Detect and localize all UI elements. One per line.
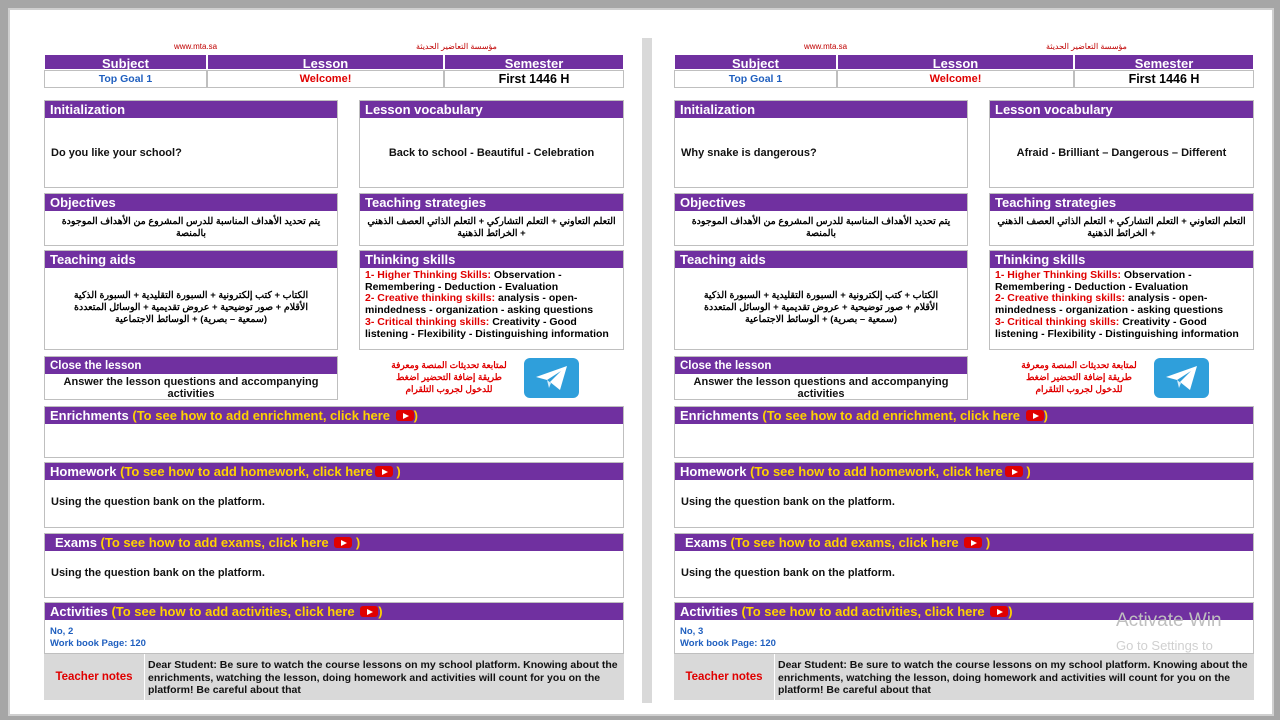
exams-title xyxy=(675,534,1253,551)
activities-title xyxy=(45,603,623,620)
lesson-page-1 xyxy=(44,28,624,700)
exams-label: Exams xyxy=(685,535,727,550)
objectives-text: يتم تحديد الأهداف المناسبة للدرس المشروع من الأهداف الموجودة بالمنصة xyxy=(61,216,321,239)
thinking-2-text: analysis - open-mindedness - organization - asking questions xyxy=(365,292,594,317)
thinking-title: Thinking skills xyxy=(360,251,623,268)
enrichments-paren: ) xyxy=(1043,408,1048,423)
semester-header: Semester xyxy=(1074,54,1254,70)
homework-label: Homework xyxy=(680,464,747,479)
enrichments-link[interactable]: (To see how to add enrichment, click here xyxy=(132,408,391,423)
document-frame xyxy=(8,8,1274,716)
thinking-1-text: Observation - Remembering - Deduction - Evaluation xyxy=(365,269,562,293)
teacher-notes-text: Dear Student: Be sure to watch the course lessons on my school platform. Knowing about the enrichments, watching the lesson, doing homework and activities will count for you on the platform! Be careful about that xyxy=(148,659,618,696)
activities-paren: ) xyxy=(378,604,383,619)
strategies-title: Teaching strategies xyxy=(360,194,623,211)
vocabulary-box xyxy=(989,100,1254,188)
aids-text: الكتاب + كتب إلكترونية + السبورة التقليدية + السبورة الذكية الأقلام + صور توضيحية + عروض تقديمية + الوسائل المتعددة (سمعية – بصرية) + الوسائط الاجتماعية xyxy=(703,290,939,325)
vocabulary-text: Back to school - Beautiful - Celebration xyxy=(388,147,595,159)
aids-title: Teaching aids xyxy=(45,251,337,268)
homework-paren: ) xyxy=(396,464,401,479)
strategies-box xyxy=(359,193,624,246)
enrichments-box xyxy=(674,406,1254,458)
objectives-title: Objectives xyxy=(675,194,967,211)
teacher-notes-label: Teacher notes xyxy=(44,654,145,700)
enrichments-title xyxy=(45,407,623,424)
teacher-notes xyxy=(674,654,1254,700)
thinking-box xyxy=(989,250,1254,350)
exams-link[interactable]: (To see how to add exams, click here xyxy=(100,535,329,550)
telegram-icon xyxy=(534,364,570,392)
exams-box xyxy=(674,533,1254,598)
homework-paren: ) xyxy=(1026,464,1031,479)
exams-text: Using the question bank on the platform. xyxy=(51,567,265,579)
lesson-header: Lesson xyxy=(837,54,1074,70)
exams-label: Exams xyxy=(55,535,97,550)
youtube-icon[interactable] xyxy=(360,606,378,617)
thinking-box xyxy=(359,250,624,350)
telegram-button[interactable] xyxy=(524,358,579,398)
exams-text: Using the question bank on the platform. xyxy=(681,567,895,579)
thinking-1-label: 1- Higher Thinking Skills: xyxy=(365,269,492,281)
teacher-notes xyxy=(44,654,624,700)
initialization-text: Why snake is dangerous? xyxy=(681,147,817,159)
enrichments-box xyxy=(44,406,624,458)
close-lesson-title: Close the lesson xyxy=(675,357,967,374)
close-lesson-box xyxy=(674,356,968,400)
initialization-box xyxy=(44,100,338,188)
subject-header: Subject xyxy=(674,54,837,70)
lesson-header: Lesson xyxy=(207,54,444,70)
thinking-3-text: Creativity - Good listening - Flexibility - Distinguishing information xyxy=(995,315,1239,340)
homework-title xyxy=(45,463,623,480)
exams-paren: ) xyxy=(355,535,361,550)
telegram-caption: لمتابعة تحديثات المنصة ومعرفة طريقة إضافة التحضير اضغط للدخول لجروب التلقرام xyxy=(1021,360,1137,394)
thinking-skills-list xyxy=(365,270,619,340)
strategies-text: التعلم التعاوني + التعلم التشاركي + التعلم الذاتي العصف الذهني + الخرائط الذهنية xyxy=(367,216,616,239)
org-name: مؤسسة التعاضير الحديثة xyxy=(1046,42,1127,51)
exams-link[interactable]: (To see how to add exams, click here xyxy=(730,535,959,550)
aids-title: Teaching aids xyxy=(675,251,967,268)
aids-text: الكتاب + كتب إلكترونية + السبورة التقليدية + السبورة الذكية الأقلام + صور توضيحية + عروض تقديمية + الوسائل المتعددة (سمعية – بصرية) + الوسائط الاجتماعية xyxy=(73,290,309,325)
site-url: www.mta.sa xyxy=(804,42,848,51)
thinking-2-label: 2- Creative thinking skills: xyxy=(995,292,1126,305)
activation-watermark-sub: Go to Settings to xyxy=(1116,638,1213,653)
close-lesson-text: Answer the lesson questions and accompanying activities xyxy=(63,376,319,400)
subject-value: Top Goal 1 xyxy=(44,70,207,88)
thinking-3-label: 3- Critical thinking skills: xyxy=(365,315,490,328)
thinking-2-text: analysis - open-mindedness - organization - asking questions xyxy=(995,292,1224,317)
exams-title xyxy=(45,534,623,551)
homework-text: Using the question bank on the platform. xyxy=(51,496,265,508)
thinking-title: Thinking skills xyxy=(990,251,1253,268)
youtube-icon[interactable] xyxy=(396,410,414,421)
activity-number: No, 3 xyxy=(680,626,704,637)
activities-label: Activities xyxy=(680,604,738,619)
semester-value: First 1446 H xyxy=(444,70,624,88)
enrichments-link[interactable]: (To see how to add enrichment, click here xyxy=(762,408,1021,423)
homework-text: Using the question bank on the platform. xyxy=(681,496,895,508)
objectives-text: يتم تحديد الأهداف المناسبة للدرس المشروع من الأهداف الموجودة بالمنصة xyxy=(691,216,951,239)
telegram-caption: لمتابعة تحديثات المنصة ومعرفة طريقة إضافة التحضير اضغط للدخول لجروب التلقرام xyxy=(391,360,507,394)
site-url: www.mta.sa xyxy=(174,42,218,51)
homework-link[interactable]: (To see how to add homework, click here xyxy=(120,464,373,479)
thinking-3-text: Creativity - Good listening - Flexibility - Distinguishing information xyxy=(365,315,609,340)
youtube-icon[interactable] xyxy=(334,537,352,548)
page-divider xyxy=(642,38,652,703)
vocabulary-box xyxy=(359,100,624,188)
aids-box xyxy=(674,250,968,350)
close-lesson-box xyxy=(44,356,338,400)
semester-value: First 1446 H xyxy=(1074,70,1254,88)
vocabulary-title: Lesson vocabulary xyxy=(360,101,623,118)
homework-link[interactable]: (To see how to add homework, click here xyxy=(750,464,1003,479)
thinking-3-label: 3- Critical thinking skills: xyxy=(995,315,1120,328)
youtube-icon[interactable] xyxy=(1026,410,1044,421)
homework-box xyxy=(44,462,624,528)
workbook-page: Work book Page: 120 xyxy=(50,638,146,649)
lesson-value: Welcome! xyxy=(207,70,444,88)
activation-watermark: Activate Win xyxy=(1116,610,1222,631)
document-area xyxy=(24,28,1260,700)
activities-box xyxy=(44,602,624,654)
lesson-value: Welcome! xyxy=(837,70,1074,88)
subject-header: Subject xyxy=(44,54,207,70)
objectives-box xyxy=(44,193,338,246)
teacher-notes-label: Teacher notes xyxy=(674,654,775,700)
strategies-title: Teaching strategies xyxy=(990,194,1253,211)
thinking-1-text: Observation - Remembering - Deduction - Evaluation xyxy=(995,269,1192,293)
activity-number: No, 2 xyxy=(50,626,74,637)
enrichments-title xyxy=(675,407,1253,424)
exams-paren: ) xyxy=(985,535,991,550)
homework-title xyxy=(675,463,1253,480)
enrichments-paren: ) xyxy=(413,408,418,423)
initialization-title: Initialization xyxy=(45,101,337,118)
lesson-page-2 xyxy=(674,28,1254,700)
thinking-skills-list xyxy=(995,270,1249,340)
youtube-icon[interactable] xyxy=(375,466,393,477)
close-lesson-text: Answer the lesson questions and accompanying activities xyxy=(693,376,949,400)
org-name: مؤسسة التعاضير الحديثة xyxy=(416,42,497,51)
teacher-notes-text: Dear Student: Be sure to watch the course lessons on my school platform. Knowing about the enrichments, watching the lesson, doing homework and activities will count for you on the platform! Be careful about that xyxy=(778,659,1248,696)
activities-paren: ) xyxy=(1008,604,1013,619)
youtube-icon[interactable] xyxy=(990,606,1008,617)
youtube-icon[interactable] xyxy=(1005,466,1023,477)
thinking-1-label: 1- Higher Thinking Skills: xyxy=(995,269,1122,281)
homework-label: Homework xyxy=(50,464,117,479)
vocabulary-text: Afraid - Brilliant – Dangerous – Different xyxy=(1016,147,1227,159)
semester-header: Semester xyxy=(444,54,624,70)
initialization-box xyxy=(674,100,968,188)
initialization-title: Initialization xyxy=(675,101,967,118)
initialization-text: Do you like your school? xyxy=(51,147,182,159)
telegram-button[interactable] xyxy=(1154,358,1209,398)
subject-value: Top Goal 1 xyxy=(674,70,837,88)
homework-box xyxy=(674,462,1254,528)
exams-box xyxy=(44,533,624,598)
vocabulary-title: Lesson vocabulary xyxy=(990,101,1253,118)
activities-link[interactable]: (To see how to add activities, click here xyxy=(111,604,355,619)
strategies-box xyxy=(989,193,1254,246)
thinking-2-label: 2- Creative thinking skills: xyxy=(365,292,496,305)
close-lesson-title: Close the lesson xyxy=(45,357,337,374)
strategies-text: التعلم التعاوني + التعلم التشاركي + التعلم الذاتي العصف الذهني + الخرائط الذهنية xyxy=(997,216,1246,239)
youtube-icon[interactable] xyxy=(964,537,982,548)
aids-box xyxy=(44,250,338,350)
enrichments-label: Enrichments xyxy=(680,408,759,423)
enrichments-label: Enrichments xyxy=(50,408,129,423)
activities-label: Activities xyxy=(50,604,108,619)
objectives-title: Objectives xyxy=(45,194,337,211)
telegram-icon xyxy=(1164,364,1200,392)
objectives-box xyxy=(674,193,968,246)
activities-link[interactable]: (To see how to add activities, click here xyxy=(741,604,985,619)
workbook-page: Work book Page: 120 xyxy=(680,638,776,649)
